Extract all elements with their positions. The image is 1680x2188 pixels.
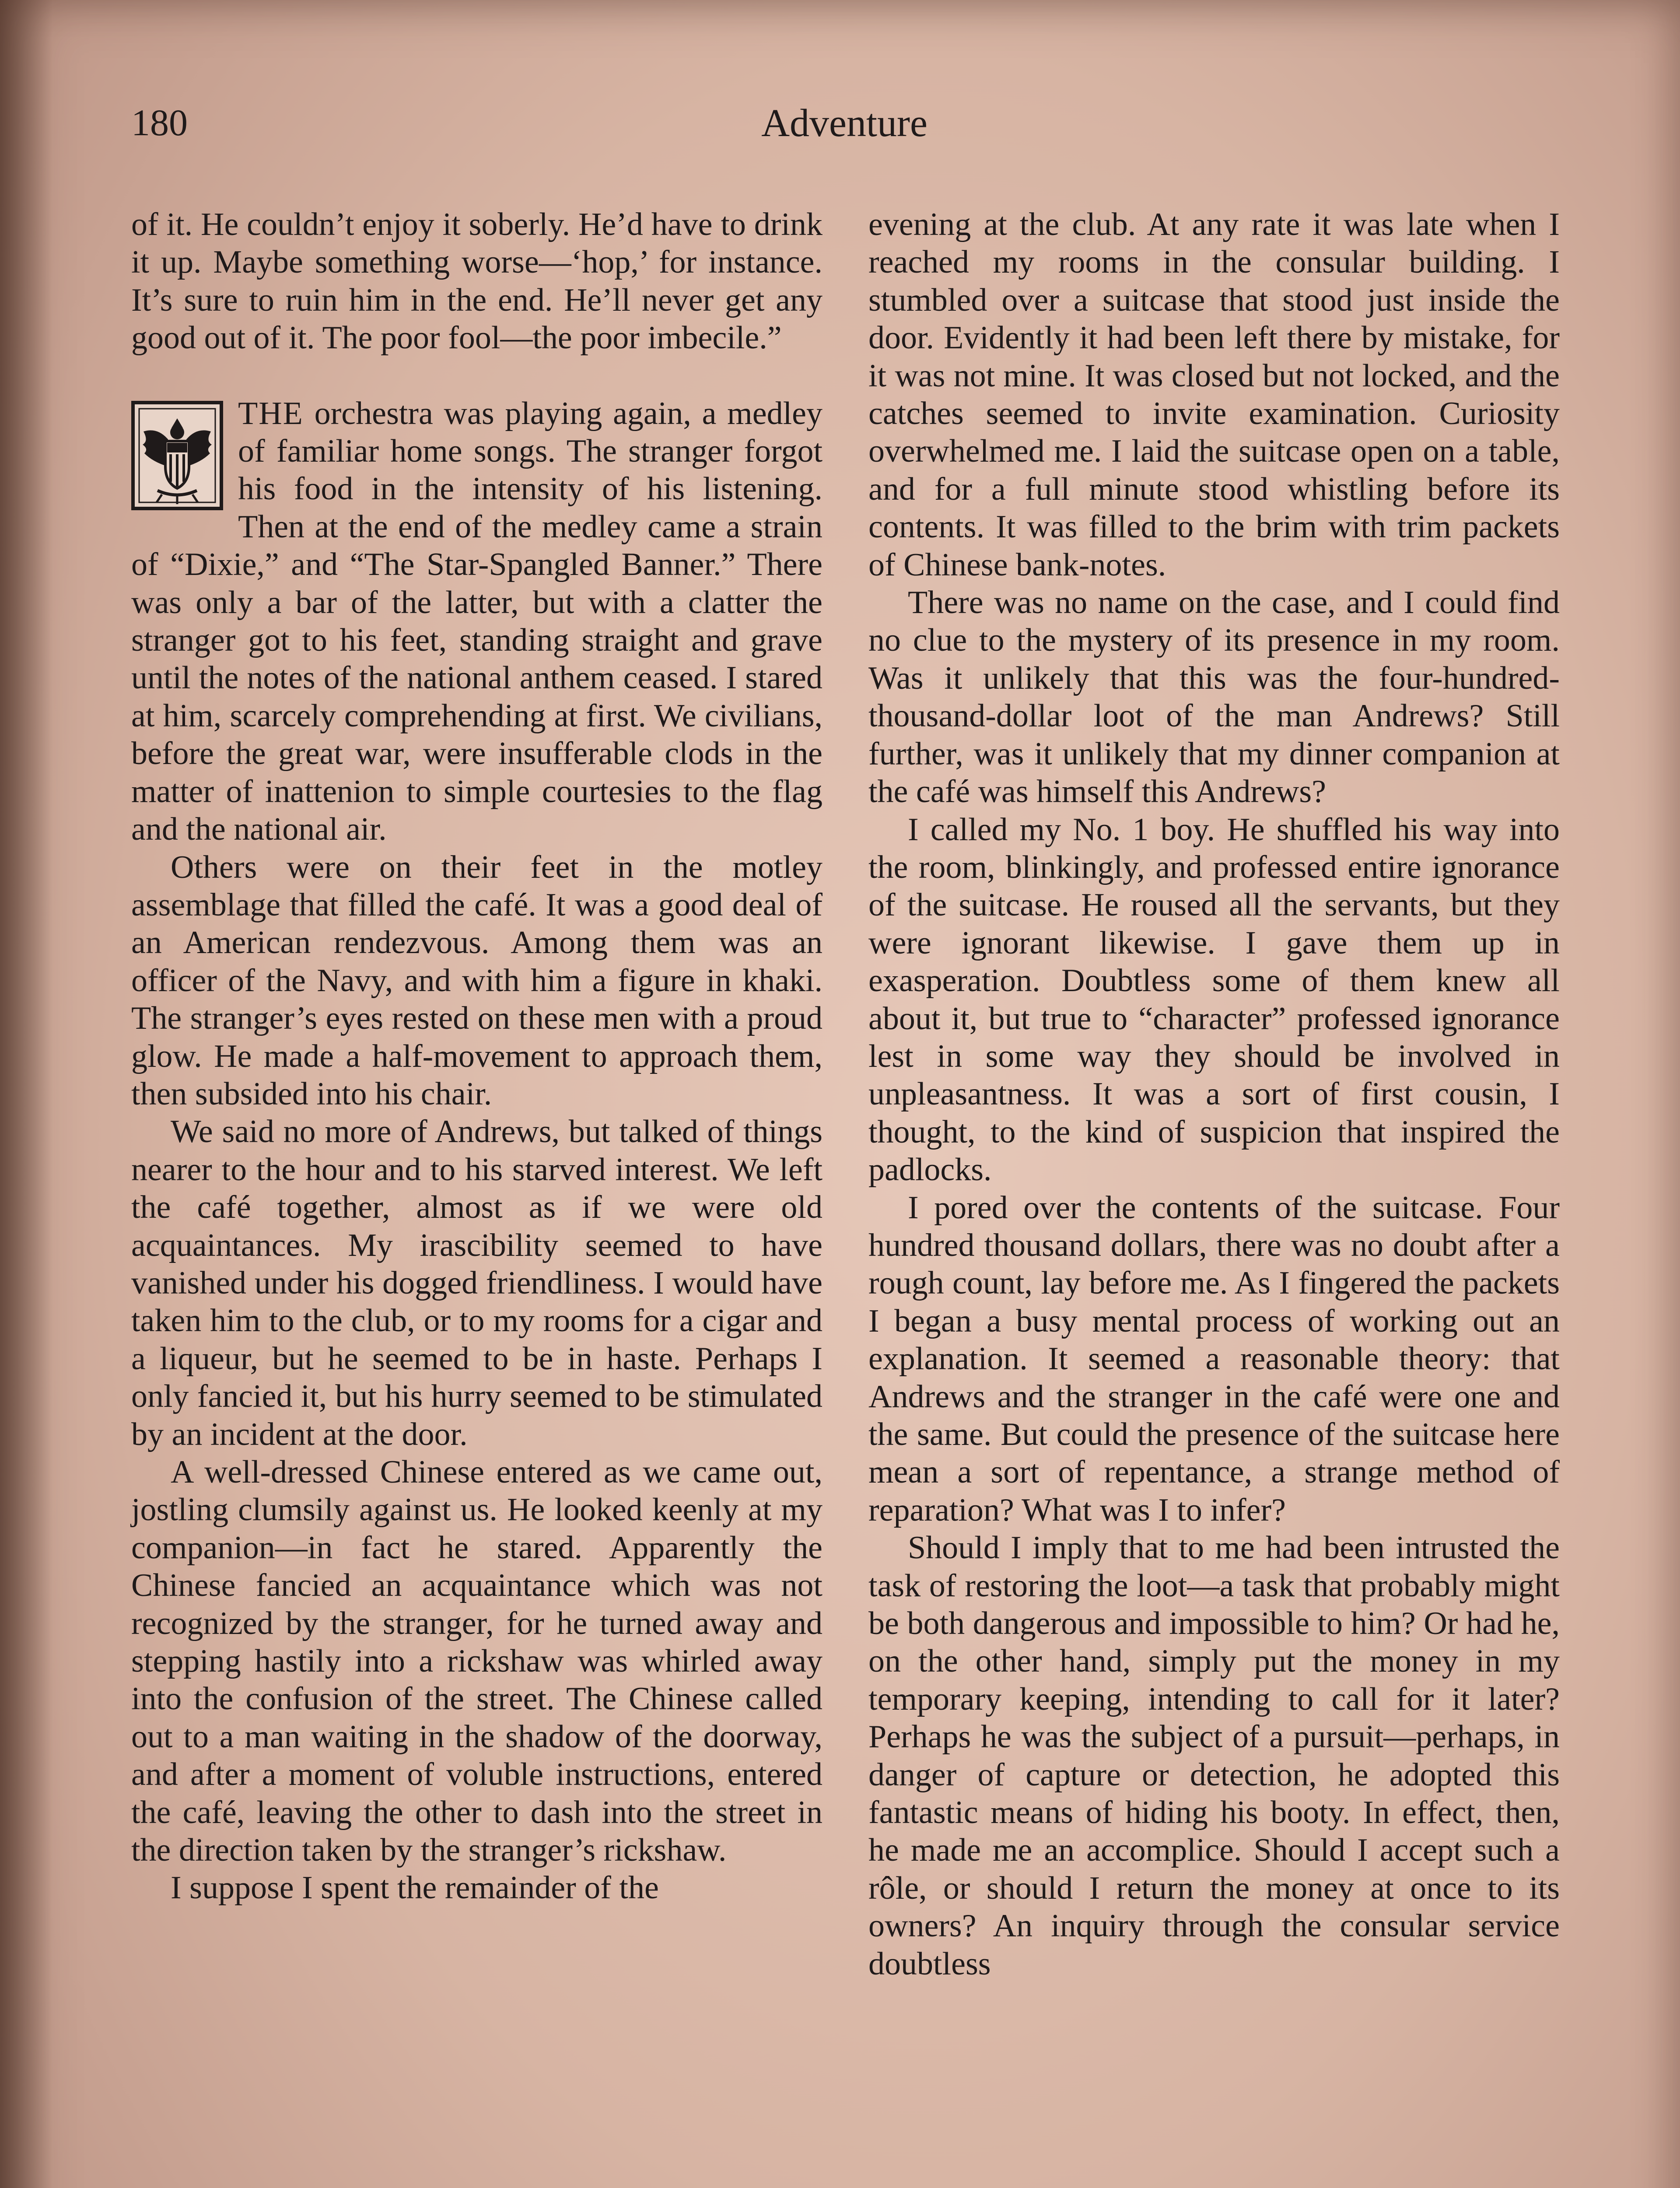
page-header	[131, 101, 1558, 166]
left-column	[131, 206, 822, 1907]
right-paragraph-4: I pored over the contents of the suitcase. Four hundred thousand dollars, there was no doubt after a rough count, lay before me. As I fingered the packets I began a busy mental process of working out an explanation. It seemed a reasonable theory: that Andrews and the stranger in the café were one and the same. But could the presence of the suitcase here mean a sort of repentance, a strange method of reparation? What was I to infer?	[868, 1189, 1560, 1528]
left-paragraph-4: We said no more of Andrews, but talked of things nearer to the hour and to his starved interest. We left the café together, almost as if we were old acquaintances. My irascibility seemed to have vanished under his dogged friendliness. I would have taken him to the club, or to my rooms for a cigar and a liqueur, but he seemed to be in haste. Perhaps I only fancied it, but his hurry seemed to be stimulated by an incident at the door.	[131, 1114, 822, 1452]
left-paragraph-2-text: orchestra was playing again, a medley of familiar home songs. The stranger forgot his food in the intensity of his listening. Then at the end of the medley came a strain of “Dixie,” and “The Star-Spangled Banner.” There was only a bar of the latter, but with a clatter the stranger got to his feet, standing straight and grave until the notes of the national anthem ceased. I stared at him, scarcely comprehending at first. We civilians, before the great war, were insufferable clods in the matter of inattenion to simple courtesies to the flag and the national air.	[131, 395, 822, 848]
lead-word: THE	[238, 395, 304, 431]
right-paragraph-1: evening at the club. At any rate it was late when I reached my rooms in the consular building. I stumbled over a suitcase that stood just inside the door. Evidently it had been left there by mistake, for it was not mine. It was closed but not locked, and the catches seemed to invite examination. Curiosity overwhelmed me. I laid the suitcase open on a table, and for a full minute stood whistling before its contents. It was filled to the brim with trim packets of Chinese bank-notes.	[868, 207, 1560, 583]
running-title: Adventure	[761, 102, 928, 145]
left-paragraph-3: Others were on their feet in the motley assemblage that filled the café. It was a good deal of an American rendezvous. Among them was an officer of the Navy, and with him a figure in khaki. The stranger’s eyes rested on these men with a proud glow. He made a half-movement to approach them, then subsided into his chair.	[131, 849, 822, 1112]
right-paragraph-3: I called my No. 1 boy. He shuffled his way into the room, blinkingly, and professed entire ignorance of the suitcase. He roused all the servants, but they were ignorant likewise. I gave them up in exasperation. Doubtless some of them knew all about it, but true to “character” professed ignorance lest in some way they should be involved in unpleasantness. It was a sort of first cousin, I thought, to the kind of suspicion that inspired the padlocks.	[868, 811, 1560, 1188]
right-column	[868, 206, 1560, 1983]
right-paragraph-5: Should I imply that to me had been intrusted the task of restoring the loot—a task that probably might be both dangerous and impossible to him? Or had he, on the other hand, simply put the money in my temporary keeping, intending to call for it later? Perhaps he was the subject of a pursuit—perhaps, in danger of capture or detection, he adopted this fantastic means of hiding his booty. In effect, then, he made me an accomplice. Should I accept such a rôle, or should I return the money at once to its owners? An inquiry through the consular service doubtless	[868, 1530, 1560, 1982]
eagle-shield-icon	[131, 401, 223, 510]
left-paragraph-6: I suppose I spent the remainder of the	[171, 1870, 659, 1906]
right-paragraph-2: There was no name on the case, and I could find no clue to the mystery of its presence in my room. Was it unlikely that this was the four-hundred-thousand-dollar loot of the man Andrews? Still further, was it unlikely that my dinner companion at the café was himself this Andrews?	[868, 585, 1560, 810]
left-paragraph-5: A well-dressed Chinese entered as we came out, jostling clumsily against us. He looked keenly at my companion—in fact he stared. Apparently the Chinese fancied an acquaintance which was not recognized by the stranger, for he turned away and stepping hastily into a rickshaw was whirled away into the confusion of the street. The Chinese called out to a man waiting in the shadow of the doorway, and after a moment of voluble instructions, entered the café, leaving the other to dash into the street in the direction taken by the stranger’s rickshaw.	[131, 1454, 822, 1869]
page-spine-shadow	[0, 0, 52, 2188]
left-paragraph-2	[131, 395, 822, 849]
left-paragraph-1: of it. He couldn’t enjoy it soberly. He’d have to drink it up. Maybe something worse—‘hop,’ for instance. It’s sure to ruin him in the end. He’ll never get any good out of it. The poor fool—the poor imbecile.”	[131, 207, 822, 356]
page-number: 180	[131, 102, 188, 144]
